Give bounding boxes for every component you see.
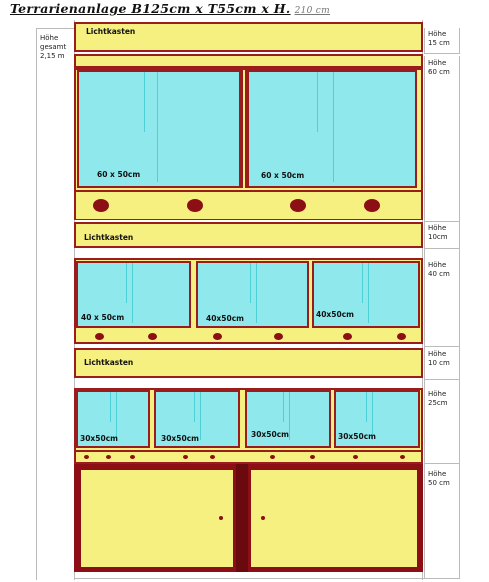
glass-line: [283, 392, 284, 422]
row1-tank-2-size: 60 x 50cm: [261, 171, 305, 180]
row2-tank-2-size: 40x50cm: [206, 314, 244, 323]
glass-line: [366, 392, 367, 422]
vent-hole: [106, 455, 111, 459]
vent-hole: [400, 455, 405, 459]
door-knob: [261, 516, 265, 520]
door-knob: [219, 516, 223, 520]
glass-line: [144, 72, 145, 132]
row3-tank-4-size: 30x50cm: [338, 432, 376, 441]
glass-line: [250, 263, 251, 303]
light-box-2: [74, 222, 423, 248]
cabinet-center-post: [236, 464, 248, 572]
vent-hole: [310, 455, 315, 459]
vent-strip-2: [74, 450, 423, 464]
vent-hole: [148, 333, 157, 340]
height-label-2: Höhe 60 cm: [424, 56, 460, 222]
row3-tank-1-size: 30x50cm: [80, 434, 118, 443]
vent-hole: [84, 455, 89, 459]
vent-hole: [290, 199, 306, 212]
glass-line: [317, 72, 318, 132]
glass-line: [157, 72, 158, 182]
glass-line: [200, 392, 201, 440]
row2-tank-3: [312, 261, 420, 328]
cabinet-door-right: [251, 470, 417, 567]
glass-line: [126, 263, 127, 303]
row3-tank-4: [334, 390, 420, 448]
row3-tank-2: [154, 390, 240, 448]
vent-hole: [130, 455, 135, 459]
light-box-1: [74, 22, 423, 52]
height-label-7: Höhe 50 cm: [424, 464, 460, 578]
height-label-5: Höhe 10 cm: [424, 347, 460, 380]
glass-line: [362, 263, 363, 303]
vent-hole: [397, 333, 406, 340]
total-height-label: Höhe gesamt 2,15 m: [40, 34, 67, 60]
row2-tank-2: [196, 261, 309, 328]
row3-tank-2-size: 30x50cm: [161, 434, 199, 443]
glass-line: [132, 263, 133, 323]
vent-hole: [187, 199, 203, 212]
floor-line: [74, 578, 460, 579]
cabinet-door-left: [81, 470, 233, 567]
glass-line: [289, 392, 290, 440]
total-height-line: [36, 28, 37, 580]
row1-tank-1: [77, 70, 241, 188]
vent-hole: [364, 199, 380, 212]
vent-hole: [213, 333, 222, 340]
glass-line: [194, 392, 195, 422]
row2-tank-3-size: 40x50cm: [316, 310, 354, 319]
vent-hole: [210, 455, 215, 459]
height-label-3: Höhe 10cm: [424, 222, 460, 249]
glass-line: [110, 392, 111, 422]
glass-line: [368, 263, 369, 323]
row3-tank-1: [76, 390, 150, 448]
height-label-6: Höhe 25cm: [424, 380, 460, 464]
height-label-4: Höhe 40 cm: [424, 249, 460, 347]
vent-hole: [274, 333, 283, 340]
vent-hole: [93, 199, 109, 212]
height-label-1: Höhe 15 cm: [424, 28, 460, 54]
row2-tank-1: [76, 261, 191, 328]
row1-tank-2: [247, 70, 417, 188]
vent-hole: [270, 455, 275, 459]
vent-hole: [95, 333, 104, 340]
light-box-2-label: Lichtkasten: [84, 233, 134, 242]
total-height-top-tick: [36, 28, 74, 29]
vent-hole: [353, 455, 358, 459]
light-box-1-label: Lichtkasten: [86, 27, 136, 36]
diagram-title: Terrarienanlage B125cm x T55cm x H. 210 cm: [10, 1, 330, 16]
row1-divider: [241, 70, 247, 188]
vent-hole: [343, 333, 352, 340]
glass-line: [256, 263, 257, 323]
glass-line: [116, 392, 117, 440]
row3-tank-3-size: 30x50cm: [251, 430, 289, 439]
light-box-3-label: Lichtkasten: [84, 358, 134, 367]
vent-hole: [183, 455, 188, 459]
light-box-3: [74, 348, 423, 378]
row2-tank-1-size: 40 x 50cm: [81, 313, 125, 322]
row1-tank-1-size: 60 x 50cm: [97, 170, 141, 179]
top-trim: [74, 54, 423, 68]
glass-line: [333, 72, 334, 182]
row3-tank-3: [245, 390, 331, 448]
